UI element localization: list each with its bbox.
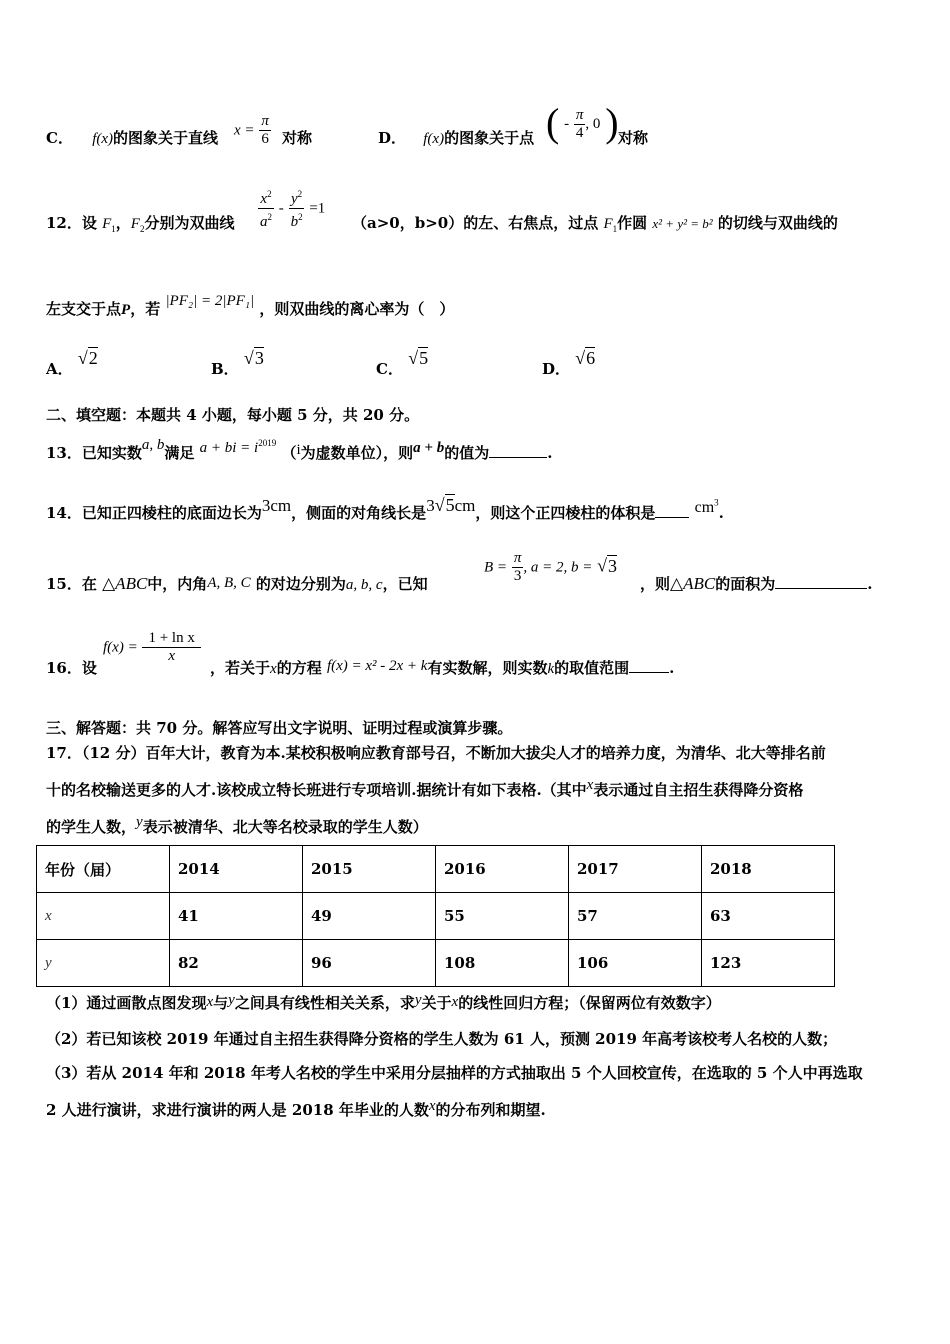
q14-diag-unit: cm	[454, 496, 476, 515]
q17-p3-x: x	[428, 1098, 436, 1114]
q12-eq1: =1	[309, 200, 326, 217]
q17-part3-line2	[46, 1099, 546, 1120]
table-cell: 2016	[436, 846, 569, 893]
table-cell: 82	[170, 940, 303, 987]
q11-d-text2: 对称	[618, 129, 649, 147]
q15-line-end	[640, 573, 872, 594]
q12-text3: 的切线与双曲线的	[717, 214, 838, 232]
q12-f1b-sub: 1	[612, 224, 618, 234]
q15-text3: ，已知	[382, 575, 428, 593]
q14-base: 3cm	[261, 496, 292, 515]
q12-f1: F	[102, 216, 112, 232]
q12-frac-x: $\frac{x^2}{a^2}$	[258, 186, 274, 231]
q16-den: x	[168, 648, 175, 664]
q11-c-fraction	[259, 113, 271, 148]
q11-d-paren-right: )	[605, 100, 619, 145]
q15-rad: 3	[608, 555, 618, 576]
q12-b-rad: 3	[254, 348, 264, 368]
q15-fraction	[512, 550, 524, 585]
q12-a-rad: 2	[88, 348, 98, 368]
q12-cond: （a>0，b>0）的左、右焦点，过点	[352, 214, 599, 232]
q11-d-fraction	[574, 107, 586, 142]
table-row	[37, 846, 835, 893]
section3-heading: 三、解答题：共 70 分。解答应写出文字说明、证明过程或演算步骤。	[46, 719, 513, 737]
q12-hyperbola	[258, 186, 325, 231]
q16-text3: 有实数解，则实数	[427, 659, 548, 677]
table-cell: 55	[436, 893, 569, 940]
q13-end: .	[547, 444, 553, 462]
table-cell: 123	[702, 940, 835, 987]
q11-d-point	[546, 100, 619, 150]
q12-c-sqrt: √5	[408, 348, 429, 368]
q17-line3a: 的学生人数，	[46, 818, 137, 836]
q13-vars: a, b	[141, 437, 165, 453]
q12-d-rad: 6	[586, 348, 596, 368]
q17-p1d: 关于	[421, 994, 452, 1012]
q16-text1: ，若关于	[210, 659, 271, 677]
q16-number: 16．设	[46, 659, 97, 677]
q15-given	[484, 550, 617, 585]
q17-part1	[46, 992, 721, 1013]
q11-d-four: 4	[575, 124, 584, 141]
q17-p1e: 的线性回归方程；（保留两位有效数字）	[458, 994, 721, 1012]
q17-p1-y2: y	[414, 992, 422, 1008]
q16-end: .	[669, 659, 675, 677]
q11-c-equation	[234, 113, 271, 148]
q11-d-text1: 的图象关于点	[444, 129, 535, 147]
q14-diag-rad: 5	[445, 495, 455, 515]
q15-three: 3	[513, 568, 522, 584]
q11-c-text2: 对称	[282, 129, 313, 147]
q12-x: x	[260, 191, 268, 207]
q14-diag-coef: 3	[426, 496, 435, 515]
q17-line3-y: y	[136, 814, 143, 830]
q15-tri2: △ABC	[670, 574, 716, 593]
q11-c-six: 6	[261, 131, 269, 147]
q12-a-sqrt: √2	[77, 348, 98, 368]
q17-line2	[46, 779, 803, 800]
table-cell: 108	[436, 940, 569, 987]
q16-func-def	[103, 630, 201, 665]
q17-line2a: 十的名校输送更多的人才.该校成立特长班进行专项培训.据统计有如下表格.（其中	[46, 781, 587, 799]
q15-pi: π	[513, 550, 522, 566]
q16-text2: 的方程	[276, 659, 322, 677]
q12-b-label: B．	[211, 360, 239, 378]
q12-line1	[46, 212, 234, 234]
q12-c-rad: 5	[419, 348, 429, 368]
q11-d-label: D．	[378, 129, 407, 147]
table-cell: 2015	[303, 846, 436, 893]
q15-sides: a, b, c	[345, 577, 383, 593]
q15-sqrt: √3	[597, 555, 618, 576]
table-cell: 106	[569, 940, 702, 987]
q16-num: 1 + ln x	[142, 630, 200, 648]
q12-option-c	[376, 348, 429, 379]
table-cell: 2017	[569, 846, 702, 893]
q17-p1-x: x	[206, 994, 214, 1010]
q17-p1-x2: x	[451, 994, 459, 1010]
q11-d-paren-left: (	[546, 100, 560, 145]
q17-p1c: 之间具有线性相关关系，求	[234, 994, 415, 1012]
q12-sep: ，	[115, 214, 131, 232]
q14-text1: ，侧面的对角线长是	[291, 504, 427, 522]
q13-expr: a + b	[413, 440, 445, 456]
q15-text4: ，则	[640, 575, 671, 593]
q12-option-d	[542, 348, 596, 379]
q13-i: i	[296, 442, 301, 458]
table-cell: 2018	[702, 846, 835, 893]
q11-option-c	[46, 127, 218, 148]
q12-d-label: D．	[542, 360, 571, 378]
q12-b: b	[290, 214, 299, 230]
q15-text5: 的面积为	[715, 575, 776, 593]
q12-a: a	[260, 214, 268, 230]
table-cell: 63	[702, 893, 835, 940]
q14-unit-text: cm	[694, 499, 715, 516]
q11-c-text1: 的图象关于直线	[113, 129, 219, 147]
q14-end: .	[718, 504, 724, 522]
table-cell: 57	[569, 893, 702, 940]
q16-fraction	[142, 630, 200, 665]
q14-number: 14．已知正四棱柱的底面边长为	[46, 504, 262, 522]
q13-text1: 满足	[164, 444, 195, 462]
q17-p1b: 与	[213, 994, 229, 1012]
q14-diag: 3√5cm	[426, 495, 476, 515]
q15-text2: 的对边分别为	[255, 575, 346, 593]
q15-angles: A, B, C	[207, 575, 251, 591]
q16-eq: f(x) = x² - 2x + k	[326, 658, 428, 674]
q14-unit-exp: 3	[714, 497, 719, 508]
q15-answer-blank	[775, 588, 867, 589]
q12-line2-text2: ，若	[130, 300, 161, 318]
q12-circle: x² + y² = b²	[652, 216, 713, 231]
q16-k: k	[547, 661, 555, 677]
q12-c-label: C．	[376, 360, 403, 378]
q17-p3b-a: 2 人进行演讲，求进行演讲的两人是 2018 年毕业的人数	[46, 1101, 429, 1119]
q16-text4: 的取值范围	[554, 659, 630, 677]
q12-p: P	[121, 302, 131, 318]
q14-answer-blank	[655, 517, 689, 518]
table-cell: 41	[170, 893, 303, 940]
q15-text1: 中，内角	[147, 575, 208, 593]
table-row	[37, 940, 835, 987]
q16-answer-blank	[629, 672, 669, 673]
q11-d-neg: -	[564, 116, 570, 132]
q17-p3b-b: 的分布列和期望.	[435, 1101, 546, 1119]
q17-part3: （3）若从 2014 年和 2018 年考人名校的学生中采用分层抽样的方式抽取出 5 个人回校宣传，在选取的 5 个人中再选取	[46, 1064, 863, 1082]
q12-d-sqrt: √6	[575, 348, 596, 368]
table-cell: 49	[303, 893, 436, 940]
q12-option-b	[211, 348, 264, 379]
table-cell: 96	[303, 940, 436, 987]
q16-fx: f(x) =	[103, 639, 138, 656]
q17-data-table	[36, 845, 835, 987]
q13-eq	[200, 440, 277, 456]
table-cell: 年份（届）	[37, 846, 170, 893]
q12-b-sqrt: √3	[243, 348, 264, 368]
q12-f1-sub: 1	[111, 224, 116, 234]
q12-line2	[46, 293, 455, 319]
table-cell: x	[37, 893, 170, 940]
table-row	[37, 893, 835, 940]
q12-y: y	[290, 191, 298, 207]
q17-p1a: （1）通过画散点图发现	[46, 994, 207, 1012]
q14	[46, 495, 724, 523]
q12-line1-rest	[352, 212, 838, 234]
q11-c-pi: π	[261, 113, 269, 129]
q11-d-func: f(x)	[423, 131, 445, 147]
q12-f2-sub: 2	[139, 224, 145, 234]
q15-tri: △ABC	[102, 574, 148, 593]
q13-eq-text: a + bi = i	[199, 440, 259, 456]
q11-option-d	[378, 127, 534, 148]
q15-line-start	[46, 573, 428, 594]
table-cell: y	[37, 940, 170, 987]
q12-number: 12．设	[46, 214, 97, 232]
q15-b-eq: B =	[484, 559, 508, 576]
q11-c-label: C．	[46, 129, 73, 147]
q15-rest: , a = 2, b =	[523, 559, 593, 576]
q14-text2: ，则这个正四棱柱的体积是	[475, 504, 656, 522]
q12-line2-text1: 左支交于点	[46, 300, 122, 318]
q12-text1: 分别为双曲线	[144, 214, 235, 232]
q13-text2: 为虚数单位），则	[300, 444, 414, 462]
section2-heading: 二、填空题：本题共 4 小题，每小题 5 分，共 20 分。	[46, 406, 420, 424]
q16-rest	[210, 657, 674, 678]
q12-minus: -	[278, 200, 284, 217]
q17-line2-x: x	[586, 777, 594, 793]
q12-a-label: A．	[46, 360, 73, 378]
q12-f2: F	[130, 216, 140, 232]
q11-d-zero: , 0	[585, 116, 601, 132]
q15-end: .	[867, 575, 873, 593]
q12-option-a	[46, 348, 98, 379]
q14-unit	[695, 499, 719, 516]
q17-line3b: 表示被清华、北大等名校录取的学生人数）	[142, 818, 428, 836]
q11-d-pi: π	[575, 106, 584, 123]
q17-part2: （2）若已知该校 2019 年通过自主招生获得降分资格的学生人数为 61 人，预测 2019 年高考该校考人名校的人数；	[46, 1030, 838, 1048]
q13	[46, 437, 553, 463]
q17-p1-y: y	[228, 992, 235, 1008]
q12-abs-eq: |PF₂| = 2|PF₁|	[165, 293, 255, 309]
q11-c-func: f(x)	[92, 131, 114, 147]
q12-f1b: F	[603, 216, 613, 232]
q13-answer-blank	[489, 457, 547, 458]
q13-number: 13．已知实数	[46, 444, 142, 462]
q12-frac-y: $\frac{y^2}{b^2}$	[289, 186, 305, 231]
q15-number: 15．在	[46, 575, 97, 593]
q17-line3	[46, 816, 428, 837]
q12-text2: 作圆	[617, 214, 648, 232]
q17-line2b: 表示通过自主招生获得降分资格	[593, 781, 804, 799]
q13-exp: 2019	[258, 438, 277, 448]
q16-x: x	[270, 661, 277, 677]
q13-paren: （	[281, 444, 297, 462]
q12-line2-text3: ，则双曲线的离心率为（ ）	[259, 300, 455, 318]
table-cell: 2014	[170, 846, 303, 893]
q17-line1: 17．（12 分）百年大计，教育为本.某校积极响应教育部号召，不断加大拔尖人才的培养力度，为清华、北大等排名前	[46, 744, 826, 762]
q13-text3: 的值为	[444, 444, 490, 462]
q11-c-eq: x =	[234, 122, 255, 139]
